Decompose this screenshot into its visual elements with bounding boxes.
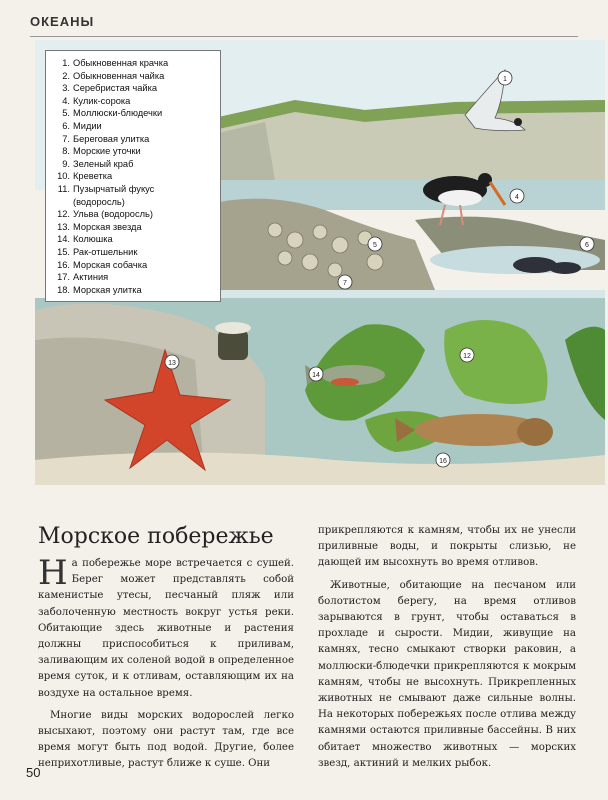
legend-item-number: 17.	[57, 272, 70, 283]
legend-item-number: 10.	[57, 171, 70, 182]
legend-item	[54, 259, 214, 272]
paragraph: прикрепляются к камням, чтобы их не унесли приливные воды, и покрыты слизью, не дающей им высохнуть во время отливов.	[318, 525, 576, 569]
svg-text:14: 14	[312, 372, 320, 379]
paragraph	[38, 553, 294, 702]
legend-item	[54, 183, 214, 196]
paragraph-text: а побережье море встречается с сушей. Берег может представлять собой каменистые утесы, песчаный пляж или заболоченную местность вокруг устья реки. Обитающие здесь животные и растения должны приспособиться к приливам, заливающим их соленой водой в определенное время суток, и к отливам, оставляющим их на воздухе на остальное время.	[38, 558, 294, 699]
legend-item-label: Мидии	[73, 120, 102, 131]
dropcap: Н	[38, 553, 68, 593]
legend-item-label: (водоросль)	[73, 196, 125, 207]
legend-item	[54, 158, 214, 171]
legend-item-label: Морская улитка	[73, 284, 142, 295]
legend-item-label: Рак-отшельник	[73, 246, 138, 257]
legend-item	[54, 233, 214, 246]
svg-text:12: 12	[463, 353, 471, 360]
legend-item-label: Обыкновенная крачка	[73, 58, 169, 68]
legend-item	[54, 170, 214, 183]
water-line	[205, 290, 605, 298]
legend-item	[54, 57, 214, 70]
article-title: Морское побережье	[38, 524, 274, 549]
legend-item-number: 15.	[57, 246, 70, 257]
legend-item	[54, 271, 214, 284]
legend-item-label: Морская собачка	[73, 259, 148, 270]
species-legend	[45, 50, 221, 302]
article-left-column	[38, 553, 294, 779]
section-label: ОКЕАНЫ	[30, 14, 95, 29]
legend-item-label: Морская звезда	[73, 221, 142, 232]
legend-item	[54, 221, 214, 234]
legend-item-number: 12.	[57, 209, 70, 220]
svg-text:4: 4	[515, 194, 519, 201]
legend-item-label: Береговая улитка	[73, 133, 150, 144]
legend-item-label: Креветка	[73, 171, 113, 182]
legend-item-label: Серебристая чайка	[73, 83, 158, 94]
legend-item	[54, 145, 214, 158]
legend-item-number: 6.	[62, 120, 70, 131]
legend-item-label: Морские уточки	[73, 146, 141, 157]
legend-item-number: 14.	[57, 234, 70, 245]
legend-item-label: Пузырчатый фукус	[73, 183, 155, 194]
svg-text:13: 13	[168, 360, 176, 367]
legend-list	[54, 57, 214, 296]
legend-item	[54, 208, 214, 221]
svg-text:1: 1	[503, 76, 507, 83]
legend-item-number: 9.	[62, 158, 70, 169]
legend-item-number: 11.	[57, 183, 70, 194]
legend-item	[54, 70, 214, 83]
svg-text:16: 16	[439, 458, 447, 465]
legend-item-number: 8.	[62, 146, 70, 157]
legend-item-label: Ульва (водоросль)	[73, 209, 153, 220]
legend-item	[54, 120, 214, 133]
legend-item	[54, 246, 214, 259]
legend-item-label: Зеленый краб	[73, 158, 134, 169]
legend-item	[54, 196, 214, 209]
page-number: 50	[26, 765, 41, 780]
legend-item	[54, 284, 214, 297]
legend-item-number: 13.	[57, 221, 70, 232]
legend-item-number: 3.	[62, 83, 70, 94]
legend-item	[54, 82, 214, 95]
anemone	[215, 322, 251, 360]
legend-item-label: Кулик-сорока	[73, 95, 131, 106]
legend-item-label: Моллюски-блюдечки	[73, 108, 163, 119]
legend-item-number: 2.	[62, 70, 70, 81]
top-rule	[30, 36, 578, 37]
legend-item-number: 18.	[57, 284, 70, 295]
legend-item-number: 5.	[62, 108, 70, 119]
upper-rocks	[205, 199, 435, 290]
article-right-column	[318, 523, 576, 778]
legend-item-number: 1.	[62, 58, 70, 68]
legend-item-number: 16.	[57, 259, 70, 270]
svg-text:5: 5	[373, 242, 377, 249]
legend-item-label: Обыкновенная чайка	[73, 70, 165, 81]
legend-item-label: Актиния	[73, 272, 109, 283]
legend-item-label: Колюшка	[73, 234, 113, 245]
paragraph: Многие виды морских водорослей легко высыхают, поэтому они растут там, где все время могут быть под водой. Другие, более неприхотливые, растут ближе к суше. Они	[38, 709, 294, 770]
legend-item-number: 4.	[62, 95, 70, 106]
svg-text:7: 7	[343, 280, 347, 287]
svg-text:6: 6	[585, 242, 589, 249]
legend-item	[54, 107, 214, 120]
paragraph: Животные, обитающие на песчаном или болотистом берегу, на время отливов зарываются в грунт, чтобы оставаться в прохладе и сырости. Мидии, живущие на камнях, тесно смыкают створки раковин, а моллюски-блюдечки прикрепляются к мокрым камням, чтобы не высохнуть. Прикрепленных животных не смывают даже сильные волны. На некоторых побережьях после отлива между камнями остаются приливные бассейны. В них обитает множество животных — морских звезд, актиний и мелких рыбок.	[318, 579, 576, 769]
legend-item	[54, 95, 214, 108]
legend-item	[54, 133, 214, 146]
legend-item-number: 7.	[62, 133, 70, 144]
